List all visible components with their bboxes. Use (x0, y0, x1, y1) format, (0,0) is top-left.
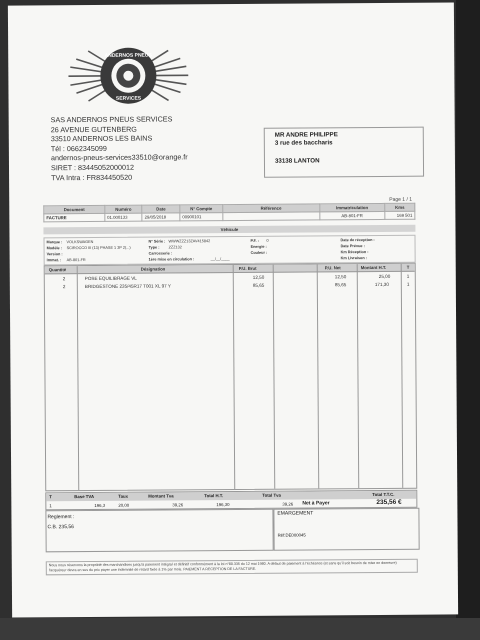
lines-header-row (45, 264, 415, 275)
lines-header-cell: P.U. Net (324, 265, 341, 271)
doc-header-cell: Référence (223, 204, 320, 213)
totals-header-cell: Total Tva (262, 492, 281, 498)
sender-block (51, 114, 188, 182)
vehicle-serie: WWWZZZ13ZAV415842 (168, 239, 211, 244)
vehicle-immat: AB-801-FR (66, 258, 86, 263)
column-divider (273, 265, 276, 489)
label: Date de réception : (340, 238, 375, 243)
doc-header-cell: Document (44, 205, 105, 213)
totals-header-cell: Taux (118, 493, 129, 499)
vehicle-info (43, 235, 415, 266)
logo-bottom-text: SERVICES (115, 95, 142, 102)
client-street: 3 rue des baccharis (274, 139, 333, 147)
payment-section (45, 508, 417, 555)
line-designation: POSE EQUILIBRAGE VL (84, 275, 137, 282)
sender-company: SAS ANDERNOS PNEUS SERVICES (50, 114, 173, 125)
column-divider (357, 264, 360, 488)
totals-header-row (46, 491, 416, 502)
sender-phone: Tél : 0662345099 (50, 143, 107, 154)
doc-header-cell: Kms (385, 203, 415, 211)
totals-header-cell: Montant Tva (148, 493, 174, 499)
client-address-box (264, 127, 424, 178)
line-pu-net: 12,50 (334, 274, 347, 280)
doc-header-cell: Immatriculation (319, 203, 385, 211)
totals-header-cell: T (49, 494, 52, 500)
line-montant: 171,30 (374, 281, 389, 288)
label: Type : (148, 245, 160, 250)
label: N° Série : (148, 239, 166, 244)
vehicle-band: Véhicule (43, 225, 415, 235)
sender-siret: SIRET : 83445052000012 (50, 162, 135, 173)
label: Immat. : (46, 258, 62, 263)
line-t: 1 (406, 273, 410, 279)
doc-date: 29/05/2018 (142, 213, 180, 221)
totals-header-cell: Total T.T.C. (372, 491, 395, 498)
vehicle-marque: VOLKSWAGEN (66, 239, 94, 245)
sender-address: 26 AVENUE GUTENBERG (50, 124, 137, 134)
sender-email: andernos-pneus-services33510@orange.fr (50, 152, 188, 163)
reglement-box (45, 509, 273, 553)
doc-type: FACTURE (44, 213, 105, 221)
doc-reference (223, 212, 320, 221)
logo-top-text: ANDERNOS PNEUS (104, 52, 152, 59)
sender-city: 33510 ANDERNOS LES BAINS (50, 133, 153, 144)
invoice-lines-table (44, 263, 418, 492)
line-montant: 25,00 (378, 273, 391, 279)
client-name: MR ANDRE PHILIPPE (274, 131, 338, 139)
line-t: 1 (406, 281, 410, 287)
line-qty: 2 (62, 284, 66, 290)
vehicle-mec: __/__/____ (210, 257, 230, 262)
totals-t: 1 (49, 503, 52, 509)
doc-account: 00900101 (180, 213, 223, 221)
net-to-pay-label: Net à Payer (302, 500, 330, 507)
label: Km Réception : (340, 250, 369, 255)
line-qty: 2 (62, 276, 66, 282)
label: Marque : (46, 240, 63, 245)
reglement-value: C.B. 235,56 (47, 524, 74, 531)
lines-header-cell: Quantité (48, 267, 67, 273)
reference-number: Réf:DE000045 (277, 532, 306, 538)
doc-header-cell: Numéro (105, 205, 143, 213)
label: Couleur : (250, 250, 268, 255)
label: Modèle : (46, 246, 62, 251)
document-info-table (43, 203, 415, 223)
lines-header-cell: P.U. Brut (238, 265, 257, 271)
company-logo (68, 42, 188, 109)
reglement-label: Reglement : (47, 514, 75, 521)
table-surface-shadow (456, 0, 480, 640)
page-number: Page 1 / 1 (389, 196, 413, 203)
invoice-paper (8, 2, 458, 617)
label: Energie : (250, 244, 267, 249)
label: Date Prévue : (340, 244, 365, 249)
legal-notice: Nous nous réservons la propriété des marchandises jusqu'à paiement intégral et définitif conformément à la loi n°80.335 du 12 mai 1980. A défaut de paiement à l'échéance (et sans qu'il soit besoin de mise en demeure) l'acquéreur devra en sus du prix payer une indemnité de retard fixée à 1% par mois. PAIEMENT A RECEPTION DE LA FACTURE. (46, 559, 418, 576)
totals-taux: 20,00 (118, 502, 130, 508)
vehicle-type: ZZZ132 (168, 245, 182, 250)
totals-tva: 39,26 (282, 501, 294, 507)
line-pu-brut: 12,50 (252, 274, 265, 280)
total-ttc: 235,56 € (376, 498, 402, 507)
doc-immat: AB-801-FR (319, 211, 385, 219)
column-divider (401, 264, 404, 488)
vehicle-modele: SCIROCCO III (13) PHASE 1 3P 2(...) (66, 245, 131, 251)
column-divider (317, 264, 320, 488)
column-divider (77, 266, 80, 490)
doc-kms: 169 501 (385, 211, 415, 219)
lines-header-cell: T (406, 264, 410, 270)
column-divider (233, 265, 236, 489)
label: 1ère mise en circulation : (148, 257, 195, 262)
line-pu-brut: 85,65 (252, 282, 265, 288)
totals-header-cell: Base TVA (74, 493, 95, 500)
label: Carrosserie : (148, 251, 173, 256)
doc-header-cell: Date (142, 205, 180, 213)
client-city: 33138 LANTON (274, 157, 320, 165)
vehicle-pf: 0 (266, 238, 269, 243)
line-designation: BRIDGESTONE 235/45R17 T001 XL 97 Y (84, 283, 171, 290)
totals-ht: 196,30 (216, 502, 230, 508)
totals-header-cell: Total H.T. (204, 493, 224, 499)
label: P.F. : (250, 238, 259, 243)
label: Version : (46, 252, 63, 257)
doc-header-cell: N° Compte (180, 205, 223, 213)
table-surface (0, 618, 480, 640)
lines-header-cell: Montant H.T. (360, 264, 387, 271)
label: Km Livraison : (340, 256, 368, 261)
doc-number: 01.000133 (105, 213, 143, 221)
totals-base: 196,3 (94, 502, 106, 508)
lines-header-cell: Désignation (140, 266, 166, 272)
sender-tva: TVA Intra : FR834450520 (51, 172, 133, 182)
emargement-label: EMARGEMENT (277, 510, 314, 517)
line-pu-net: 85,65 (334, 282, 347, 288)
totals-montant-tva: 39,26 (172, 502, 184, 508)
